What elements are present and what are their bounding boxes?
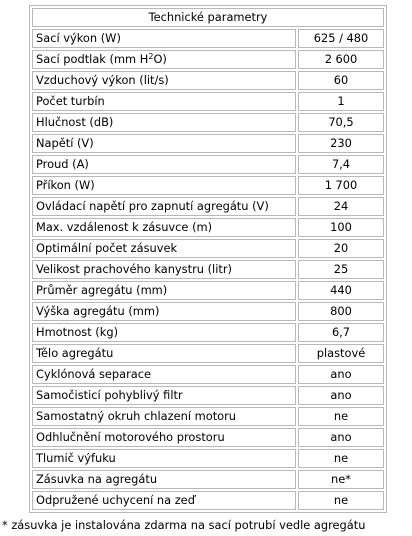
table-row (32, 113, 384, 132)
parameter-value: 230 (298, 134, 384, 153)
parameter-value: 1 (298, 92, 384, 111)
parameter-value: 24 (298, 197, 384, 216)
footnote: * zásuvka je instalována zdarma na sací potrubí vedle agregátu (2, 518, 366, 532)
parameter-value: 7,4 (298, 155, 384, 174)
parameter-value: ne (298, 449, 384, 468)
parameter-label: Ovládací napětí pro zapnutí agregátu (V) (32, 197, 296, 216)
table-row (32, 218, 384, 237)
parameter-label: Cyklónová separace (32, 365, 296, 384)
parameter-label: Sací výkon (W) (32, 29, 296, 48)
parameter-label: Odhlučnění motorového prostoru (32, 428, 296, 447)
parameter-label: Tlumič výfuku (32, 449, 296, 468)
parameter-value: ano (298, 386, 384, 405)
parameter-value: 6,7 (298, 323, 384, 342)
technical-parameters-table (29, 5, 387, 513)
parameter-label: Hlučnost (dB) (32, 113, 296, 132)
parameter-label: Max. vzdálenost k zásuvce (m) (32, 218, 296, 237)
spec-table-body (32, 8, 384, 510)
table-row (32, 155, 384, 174)
table-row (32, 407, 384, 426)
parameter-value: ano (298, 428, 384, 447)
parameter-label-text: O) (153, 52, 167, 66)
table-row (32, 281, 384, 300)
parameter-label: Příkon (W) (32, 176, 296, 195)
parameter-label: Samostatný okruh chlazení motoru (32, 407, 296, 426)
parameter-label: Samočisticí pohyblivý filtr (32, 386, 296, 405)
parameter-value: 60 (298, 71, 384, 90)
parameter-value: 100 (298, 218, 384, 237)
parameter-label: Tělo agregátu (32, 344, 296, 363)
table-row (32, 50, 384, 69)
parameter-label: Hmotnost (kg) (32, 323, 296, 342)
parameter-label: Výška agregátu (mm) (32, 302, 296, 321)
parameter-label: Velikost prachového kanystru (litr) (32, 260, 296, 279)
parameter-label: Vzduchový výkon (lit/s) (32, 71, 296, 90)
table-row (32, 491, 384, 510)
parameter-value: ne (298, 491, 384, 510)
parameter-label: Proud (A) (32, 155, 296, 174)
parameter-label: Odpružené uchycení na zeď (32, 491, 296, 510)
parameter-value: plastové (298, 344, 384, 363)
table-header-row (32, 8, 384, 27)
spec-table-container (29, 5, 385, 513)
table-row (32, 134, 384, 153)
parameter-label (32, 50, 296, 69)
table-row (32, 344, 384, 363)
parameter-label: Počet turbín (32, 92, 296, 111)
table-row (32, 239, 384, 258)
table-row (32, 470, 384, 489)
table-row (32, 71, 384, 90)
parameter-value: 25 (298, 260, 384, 279)
table-row (32, 323, 384, 342)
table-row (32, 449, 384, 468)
parameter-label: Optimální počet zásuvek (32, 239, 296, 258)
parameter-label: Zásuvka na agregátu (32, 470, 296, 489)
table-row (32, 29, 384, 48)
table-header: Technické parametry (32, 8, 384, 27)
table-row (32, 197, 384, 216)
table-row (32, 260, 384, 279)
table-row (32, 428, 384, 447)
parameter-value: ne* (298, 470, 384, 489)
parameter-value: 625 / 480 (298, 29, 384, 48)
parameter-value: ano (298, 365, 384, 384)
parameter-label: Průměr agregátu (mm) (32, 281, 296, 300)
parameter-label-text: Sací podtlak (mm H (36, 52, 149, 66)
parameter-value: 800 (298, 302, 384, 321)
parameter-value: 2 600 (298, 50, 384, 69)
table-row (32, 176, 384, 195)
parameter-value: 1 700 (298, 176, 384, 195)
parameter-label: Napětí (V) (32, 134, 296, 153)
table-row (32, 302, 384, 321)
table-row (32, 92, 384, 111)
parameter-label-superscript: 2 (148, 52, 154, 61)
table-row (32, 386, 384, 405)
parameter-value: ne (298, 407, 384, 426)
parameter-value: 440 (298, 281, 384, 300)
table-row (32, 365, 384, 384)
parameter-value: 70,5 (298, 113, 384, 132)
parameter-value: 20 (298, 239, 384, 258)
